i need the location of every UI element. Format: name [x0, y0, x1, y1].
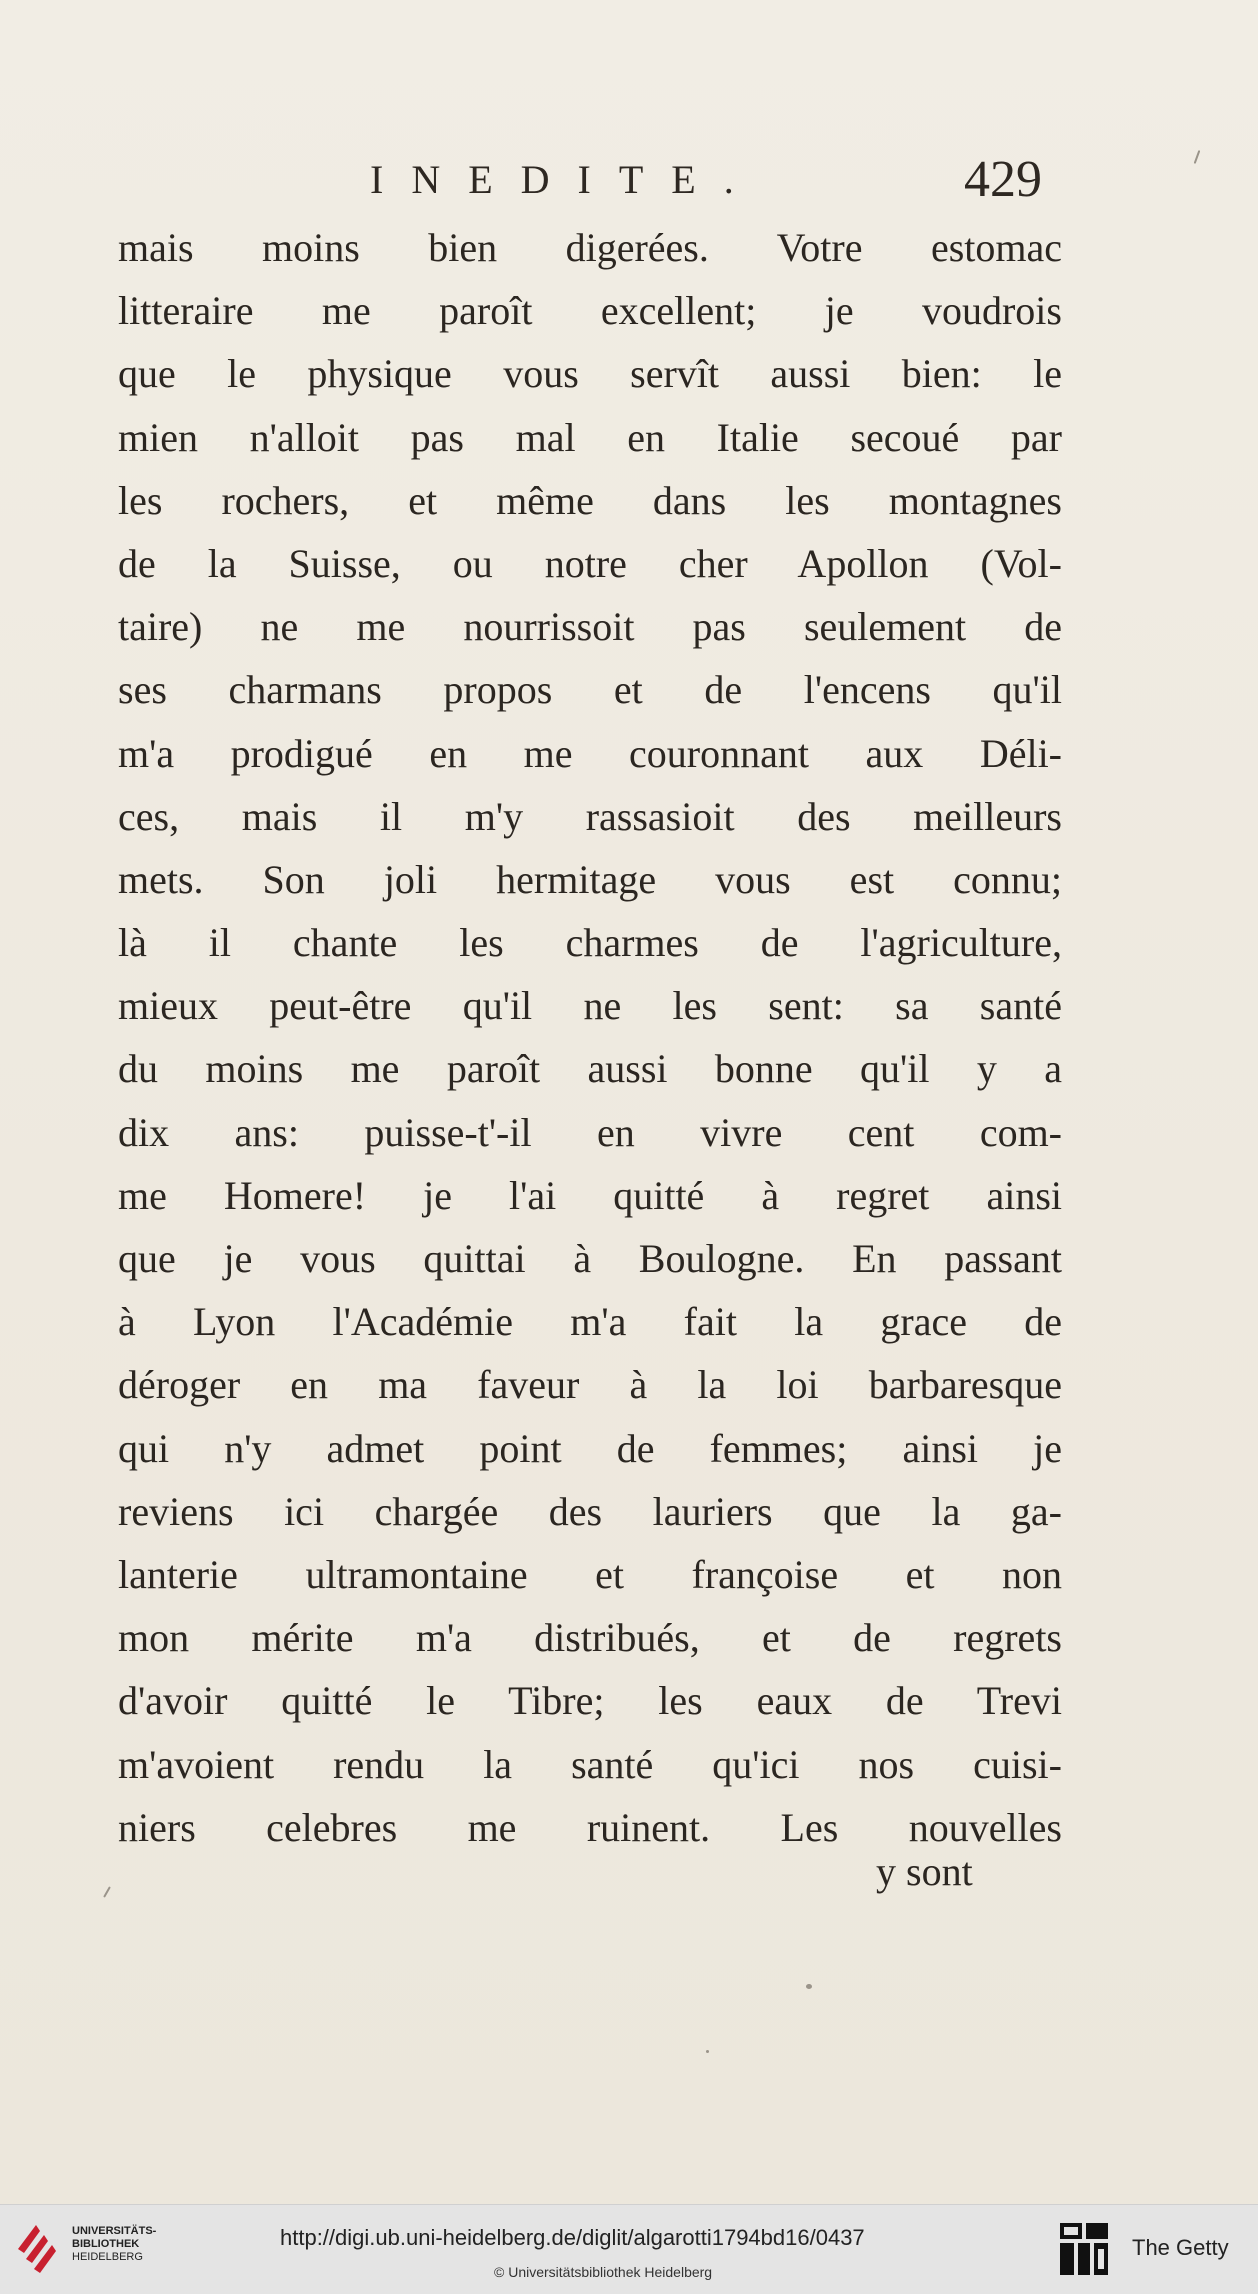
- paper-speck: [103, 1886, 111, 1897]
- text-line: d'avoir quitté le Tibre; les eaux de Trevi: [118, 1678, 1062, 1724]
- text-line: mets. Son joli hermitage vous est connu;: [118, 856, 1062, 902]
- partner-name: The Getty: [1132, 2235, 1229, 2260]
- library-name: [72, 2225, 156, 2264]
- permalink-url[interactable]: http://digi.ub.uni-heidelberg.de/diglit/algarotti1794bd16/0437: [280, 2225, 865, 2250]
- text-line: qui n'y admet point de femmes; ainsi je: [118, 1425, 1062, 1471]
- running-head: INEDITE.: [370, 157, 762, 202]
- text-line: déroger en ma faveur à la loi barbaresque: [118, 1362, 1062, 1408]
- text-line: mieux peut-être qu'il ne les sent: sa santé: [118, 983, 1062, 1029]
- paper-speck: [1194, 150, 1201, 164]
- viewer-footer: [0, 2204, 1258, 2294]
- text-line: du moins me paroît aussi bonne qu'il y a: [118, 1046, 1062, 1092]
- copyright-notice: © Universitätsbibliothek Heidelberg: [494, 2264, 713, 2280]
- text-line: taire) ne me nourrissoit pas seulement de: [118, 604, 1062, 650]
- catchword: y sont: [876, 1849, 973, 1894]
- text-line: mon mérite m'a distribués, et de regrets: [118, 1615, 1062, 1661]
- text-line: reviens ici chargée des lauriers que la ga-: [118, 1488, 1062, 1534]
- text-line: ces, mais il m'y rassasioit des meilleurs: [118, 793, 1062, 839]
- text-line: mien n'alloit pas mal en Italie secoué par: [118, 414, 1062, 460]
- library-name-line: BIBLIOTHEK: [72, 2238, 140, 2250]
- text-line: mais moins bien digerées. Votre estomac: [118, 225, 1062, 270]
- text-line: litteraire me paroît excellent; je voudrois: [118, 288, 1062, 334]
- library-name-line: UNIVERSITÄTS-: [72, 2225, 157, 2237]
- text-line: que je vous quittai à Boulogne. En passant: [118, 1236, 1062, 1281]
- text-line: lanterie ultramontaine et françoise et non: [118, 1551, 1062, 1597]
- text-line: me Homere! je l'ai quitté à regret ainsi: [118, 1172, 1062, 1218]
- text-line: là il chante les charmes de l'agriculture,: [118, 920, 1062, 966]
- text-line: les rochers, et même dans les montagnes: [118, 477, 1062, 523]
- text-line: de la Suisse, ou notre cher Apollon (Vol-: [118, 540, 1062, 586]
- page-number: 429: [964, 151, 1042, 208]
- text-line: dix ans: puisse-t'-il en vivre cent com-: [118, 1109, 1062, 1155]
- text-line: que le physique vous servît aussi bien: le: [118, 351, 1062, 397]
- paper-speck: [706, 2050, 709, 2053]
- text-line: m'avoient rendu la santé qu'ici nos cuisi-: [118, 1741, 1062, 1787]
- text-line: m'a prodigué en me couronnant aux Déli-: [118, 730, 1062, 776]
- paper-speck: [806, 1984, 812, 1989]
- ub-heidelberg-logo-icon: [14, 2219, 64, 2275]
- text-line: ses charmans propos et de l'encens qu'il: [118, 667, 1062, 713]
- getty-logo-icon: [1056, 2219, 1112, 2281]
- text-line: niers celebres me ruinent. Les nouvelles: [118, 1804, 1062, 1850]
- body-text: [118, 216, 1062, 1859]
- library-name-line: HEIDELBERG: [72, 2251, 143, 2263]
- text-line: à Lyon l'Académie m'a fait la grace de: [118, 1299, 1062, 1345]
